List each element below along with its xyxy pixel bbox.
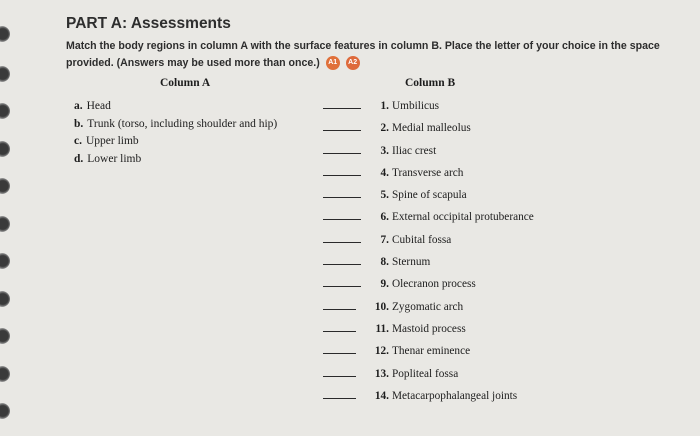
item-text: Spine of scapula [392,189,467,202]
binder-hole [0,66,10,82]
column-b-item [323,185,534,207]
item-text: Umbilicus [392,100,440,112]
column-a-item [74,98,277,116]
answer-blank[interactable] [323,163,361,176]
item-text: Upper limb [85,135,139,147]
column-b-item [323,274,534,296]
badge-a2[interactable]: A2 [346,56,360,70]
answer-blank[interactable] [323,341,356,354]
column-b-item [323,141,534,163]
column-b-item [323,96,534,118]
column-b-item [323,163,534,185]
item-text: Medial malleolus [392,122,471,135]
item-number: 12. [374,345,389,358]
binder-hole [0,178,10,194]
item-text: Trunk (torso, including shoulder and hip) [87,117,278,130]
item-letter: c. [74,135,82,147]
item-text: Zygomatic arch [392,300,464,313]
item-letter: a. [74,100,83,112]
item-number: 5. [380,189,389,202]
answer-blank[interactable] [323,319,356,332]
item-text: Sternum [392,256,431,269]
answer-blank[interactable] [323,141,361,154]
item-number: 9. [380,278,389,291]
item-number: 2. [380,122,389,135]
binder-hole [0,366,10,382]
instructions [66,38,696,72]
column-a-item [74,116,277,134]
item-number: 1. [380,100,389,112]
binder-hole [0,26,10,42]
item-text: Cubital fossa [392,233,452,246]
binder-hole [0,291,10,307]
column-b-item [323,297,534,319]
column-b-item [323,364,534,386]
column-a-item [74,133,277,151]
binder-hole [0,141,10,157]
item-number: 13. [374,367,389,380]
item-number: 7. [380,233,389,246]
answer-blank[interactable] [323,386,356,399]
item-number: 3. [380,144,389,157]
answer-blank[interactable] [323,364,356,377]
column-a-item [74,151,277,169]
item-letter: d. [74,152,84,165]
column-b-item [323,207,534,229]
item-text: Iliac crest [392,144,437,157]
binder-hole [0,103,10,119]
column-b-title: Column B [405,77,456,89]
answer-blank[interactable] [323,297,356,310]
binder-hole [0,328,10,344]
item-text: Mastoid process [392,322,466,335]
column-b-item [323,252,534,274]
answer-blank[interactable] [323,230,361,243]
column-a-title: Column A [160,77,211,89]
item-text: Head [86,100,111,112]
page-title: PART A: Assessments [66,15,231,32]
column-b-item [323,319,534,341]
column-b-item [323,230,534,252]
item-text: Lower limb [87,152,142,165]
answer-blank[interactable] [323,185,361,198]
item-letter: b. [74,117,84,130]
column-b-item [323,341,534,363]
answer-blank[interactable] [323,252,361,265]
column-b-list [323,96,534,408]
column-a-list [74,98,277,168]
binder-hole [0,216,10,232]
binder-hole [0,253,10,269]
item-text: Transverse arch [392,166,464,179]
answer-blank[interactable] [323,96,361,109]
badge-a1[interactable]: A1 [326,56,340,70]
item-text: Thenar eminence [392,345,471,358]
instructions-text: Match the body regions in column A with the surface features in column B. Place the letter of your choice in the space provided. (Answers may be used more than once.) [66,40,660,69]
binder-rings [0,0,14,436]
column-b-item [323,386,534,408]
item-text: External occipital protuberance [392,211,534,224]
answer-blank[interactable] [323,274,361,287]
item-text: Olecranon process [392,278,476,291]
item-text: Metacarpophalangeal joints [392,389,518,402]
binder-hole [0,403,10,419]
item-number: 6. [380,211,389,224]
answer-blank[interactable] [323,207,361,220]
item-number: 8. [380,256,389,269]
item-number: 14. [374,389,389,402]
item-number: 4. [380,166,389,179]
item-text: Popliteal fossa [392,367,459,380]
column-b-item [323,118,534,140]
answer-blank[interactable] [323,118,361,131]
item-number: 11. [375,322,389,335]
item-number: 10. [374,300,389,313]
